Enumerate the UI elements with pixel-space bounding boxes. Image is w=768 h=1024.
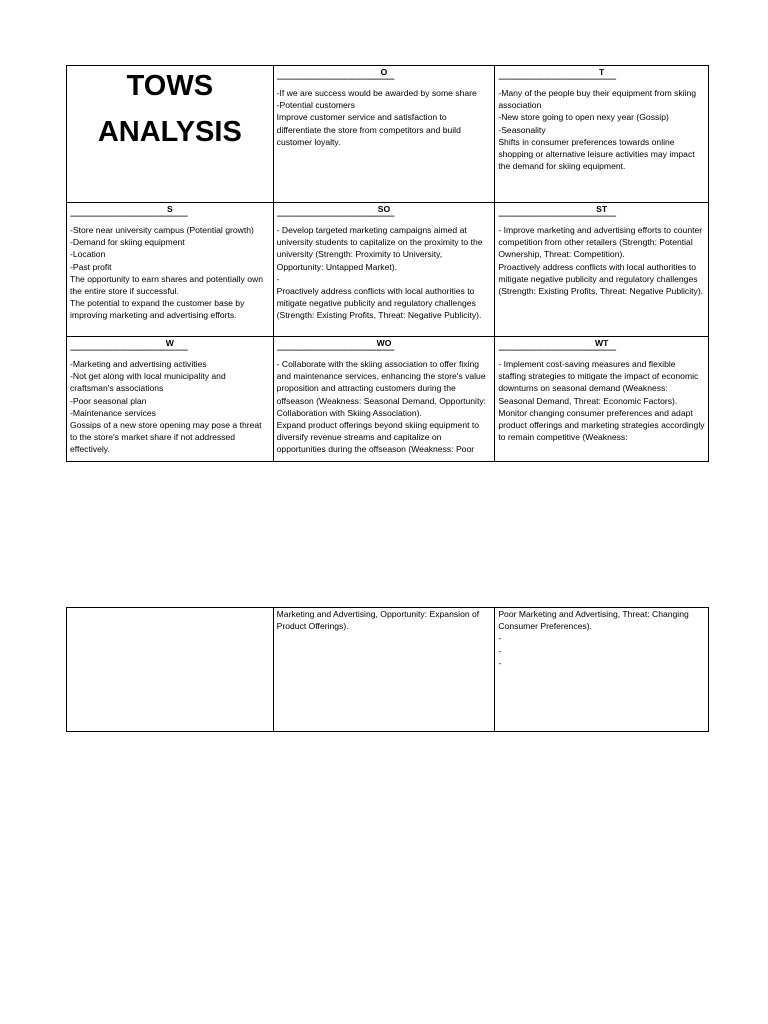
cell-line: - [498,633,502,644]
cell-header-st: ST [596,204,608,214]
cell-threats [495,66,709,203]
cell-wo-continued [273,608,495,732]
cell-line: -New store going to open nexy year (Gossip) [498,112,669,123]
cell-line: Marketing and Advertising, Opportunity: Expansion of Product Offerings). [276,609,480,632]
divider-line: ------------------------------------------------------------------------------------ [70,214,188,220]
cell-line: Proactively address conflicts with local authorities to mitigate negative publicity and regulatory challenges (Strength: Existing Profits, Threat: Negative Publicity). [276,286,482,321]
cell-header-wt: WT [594,338,609,348]
cell-line: Proactively address conflicts with local authorities to mitigate negative publicity and regulatory challenges (Strength: Existing Profits, Threat: Negative Publicity). [498,261,704,297]
cell-line: -Demand for skiing equipment [70,237,185,248]
cell-line: -Many of the people buy their equipment from skiing association [498,88,697,111]
title-line-2: ANALYSIS [97,116,242,148]
tows-continuation-table [66,607,709,732]
cell-wo-strategies [273,337,495,462]
divider-line: ------------------------------------------------------------------------------------ [276,348,395,354]
cell-line: - [498,645,502,656]
title-line-1: TOWS [126,70,214,102]
cell-line: The opportunity to earn shares and potentially own the entire store if successful. [70,273,264,297]
cell-line: Gossips of a new store opening may pose a threat to the store's market share if not addressed effectively. [70,420,262,455]
cell-line: - [498,657,502,668]
cell-line: - Collaborate with the skiing association to offer fixing and maintenance services, enhancing the store's value proposition and attracting customers during the offseason (Weakness: Seasonal Demand, Opportunity: Collaboration with Skiing Association). [276,359,487,418]
cell-empty [67,608,274,732]
cell-so-strategies [273,203,495,337]
cell-line: Monitor changing consumer preferences and adapt product offerings and marketing strategies accordingly to remain competitive (Weakness: [498,407,705,443]
cell-line: -Maintenance services [70,407,156,418]
title-cell [67,66,274,203]
cell-line: -Poor seasonal plan [70,395,147,406]
cell-line: The potential to expand the customer base by improving marketing and advertising efforts. [70,298,245,321]
cell-line: Improve customer service and satisfaction to differentiate the store from competitors and build customer loyalty. [276,112,461,147]
divider-line: ------------------------------------------------------------------------------------ [498,214,616,220]
divider-line: ------------------------------------------------------------------------------------ [70,348,188,354]
cell-line: Shifts in consumer preferences towards online shopping or alternative leisure activities may impact the demand for skiing equipment. [498,136,695,172]
divider-line: ------------------------------------------------------------------------------------ [498,348,616,354]
divider-line: ------------------------------------------------------------------------------------ [276,214,395,220]
cell-line: Expand product offerings beyond skiing equipment to diversify revenue streams and capitalize on opportunities during the offseason (Weakness: Poor [276,420,480,455]
cell-line: -Location [70,249,106,260]
cell-line: - Implement cost-saving measures and flexible staffing strategies to mitigate the impact of economic downturns on seasonal demand (Weakness: Seasonal Demand, Threat: Economic Factors). [498,359,699,406]
cell-header-so: SO [377,204,391,214]
cell-line: - [276,273,280,284]
cell-line: -Potential customers [276,100,355,111]
cell-wt-continued [495,608,709,732]
cell-line: -Marketing and advertising activities [70,359,207,369]
cell-header-s: S [166,204,173,214]
cell-line: -Not get along with local municipality and craftsman's associations [70,371,226,394]
divider-line: ------------------------------------------------------------------------------------ [276,77,395,83]
tows-matrix-table [66,65,709,462]
cell-header-o: O [380,67,388,77]
cell-weaknesses [67,337,274,462]
cell-line: -If we are success would be awarded by some share [276,88,477,98]
cell-wt-strategies [495,337,709,462]
cell-opportunities [273,66,495,203]
cell-line: -Seasonality [498,124,546,135]
cell-line: -Past profit [70,261,112,272]
divider-line: ------------------------------------------------------------------------------------ [498,77,616,83]
cell-line: - Develop targeted marketing campaigns aimed at university students to capitalize on the proximity to the university (Strength: Proximity to University, Opportunity: Untapped Market). [276,225,483,272]
cell-st-strategies [495,203,709,337]
cell-line: Poor Marketing and Advertising, Threat: Changing Consumer Preferences). [498,609,689,632]
cell-line: - Improve marketing and advertising efforts to counter competition from other retailers (Strength: Potential Ownership, Threat: Competition). [498,225,703,260]
cell-strengths [67,203,274,337]
cell-line: -Store near university campus (Potential growth) [70,225,254,235]
cell-header-wo: WO [376,338,392,348]
cell-header-t: T [599,67,605,77]
cell-header-w: W [165,338,174,348]
